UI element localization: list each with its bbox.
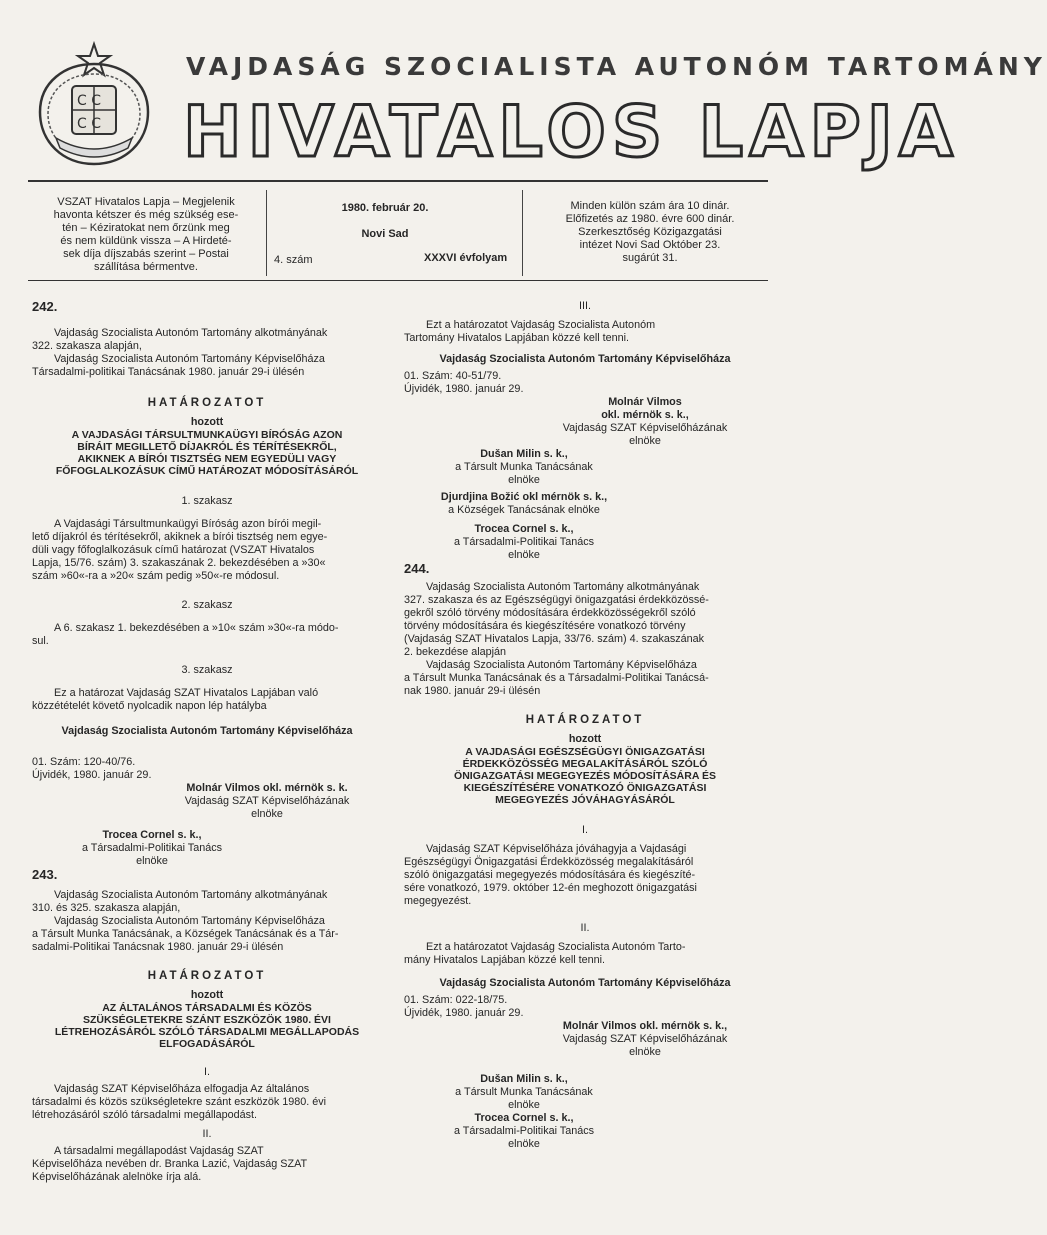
header-divider-left xyxy=(266,190,267,276)
issuing-authority: Vajdaság Szocialista Autonóm Tartomány Képviselőháza xyxy=(439,977,731,989)
issuing-authority: Vajdaság Szocialista Autonóm Tartomány Képviselőháza xyxy=(439,353,731,365)
decision-heading: HATÁROZATOT xyxy=(525,714,645,726)
signature-block: Trocea Cornel s. k., a Társadalmi-Politikai Tanács elnöke xyxy=(453,1112,595,1150)
signature-block: Molnár Vilmos okl. mérnök s. k., Vajdaság SZAT Képviselőházának elnöke xyxy=(562,1020,728,1058)
section-heading: I. xyxy=(582,824,588,836)
decision-date: Újvidék, 1980. január 29. xyxy=(404,1007,524,1019)
section-heading: III. xyxy=(579,300,591,312)
svg-text:C C: C C xyxy=(77,116,102,132)
decision-number-242: 242. xyxy=(32,299,58,314)
decision-title-242: A VAJDASÁGI TÁRSULTMUNKAÜGYI BÍRÓSÁG AZON BÍRÁIT MEGILLETŐ DÍJAKRÓL ÉS TÉRÍTÉSEKRŐL, AKIKNEK A BÍRÓI TISZTSÉG NEM EGYEDÜLI VAGY FŐFOGLALKOZÁSUK CÍMŰ HATÁROZAT MÓDOSÍTÁSÁRÓL xyxy=(55,429,359,477)
reference-number: 01. Szám: 120-40/76. xyxy=(32,756,136,768)
section-heading: 1. szakasz xyxy=(181,495,233,507)
header-notice: VSZAT Hivatalos Lapja – Megjelenik havonta kétszer és még szükség ese- tén – Kéziratokat nem őrzünk meg és nem küldünk vissza – A Hirdeté- sek díja díjszabás szerint – Postai szállítása bérmentve. xyxy=(53,196,239,273)
signature-block: Djurdjina Božić okl mérnök s. k., a Községek Tanácsának elnöke xyxy=(440,491,608,516)
section-heading: II. xyxy=(202,1128,212,1140)
reference-number: 01. Szám: 022-18/75. xyxy=(404,994,508,1006)
header-divider-right xyxy=(522,190,523,276)
signature-block: Trocea Cornel s. k., a Társadalmi-Politikai Tanács elnöke xyxy=(81,829,223,867)
signature-block: Trocea Cornel s. k., a Társadalmi-Politikai Tanács elnöke xyxy=(453,523,595,561)
issuing-authority: Vajdaság Szocialista Autonóm Tartomány Képviselőháza xyxy=(61,725,353,737)
header-price-info: Minden külön szám ára 10 dinár. Előfizetés az 1980. évre 600 dinár. Szerkesztőség Közigazgatási intézet Novi Sad Október 23. sugárút 31. xyxy=(565,200,735,264)
decision-heading: HATÁROZATOT xyxy=(147,397,267,409)
coat-of-arms-emblem xyxy=(30,42,158,170)
masthead-province-line: VAJDASÁG SZOCIALISTA AUTONÓM TARTOMÁNY xyxy=(186,52,1047,81)
section-heading: 2. szakasz xyxy=(181,599,233,611)
reference-number: 01. Szám: 40-51/79. xyxy=(404,370,502,382)
decision-heading: HATÁROZATOT xyxy=(147,970,267,982)
signature-block: Molnár Vilmos okl. mérnök s. k. Vajdaság SZAT Képviselőházának elnöke xyxy=(184,782,350,820)
signature-block: Dušan Milin s. k., a Társult Munka Tanácsának elnöke xyxy=(455,1073,593,1111)
decision-number-244: 244. xyxy=(404,561,430,576)
section-heading: I. xyxy=(204,1066,210,1078)
issue-year: XXXVI évfolyam xyxy=(424,252,508,264)
signature-block: Molnár Vilmos okl. mérnök s. k., Vajdaság SZAT Képviselőházának elnöke xyxy=(562,396,728,447)
decision-date: Újvidék, 1980. január 29. xyxy=(32,769,152,781)
section-heading: 3. szakasz xyxy=(181,664,233,676)
column-right: III. Ezt a határozatot Vajdaság Szocialista Autonóm Tartomány Hivatalos Lapjában közzé kell tenni. Vajdaság Szocialista Autonóm Tartomány Képviselőháza 01. Szám: 40-51/79. Újvidék, 1980. január 29. Molnár Vilmos okl. mérnök s. k., Vajdaság SZAT Képviselőházának elnöke Dušan Milin s. k., a Társult Munka Tanácsának elnöke Djurdjina Božić okl mérnök s. k., a Községek Tanácsának elnöke Trocea Cornel s. k., a Társadalmi-Politikai Tanács elnöke 244. Vajdaság Szocialista Autonóm Tartomány alkotmányának 327. szakasza és az Egészségügyi önigazgatási érdekközössé- gekről szóló törvény módosítására érdekközösségekről szóló törvény módosítására és kiegészítésére vonatkozó törvény (Vajdaság SZAT Hivatalos Lapja, 33/76. szám) 4. szakaszának 2. bekezdése alapján Vajdaság Szocialista Autonóm Tartomány Képviselőháza a Társult Munka Tanácsának és a Társadalmi-Politikai Tanácsá- nak 1980. január 29-i ülésén HATÁROZATOT hozott A VAJDASÁGI EGÉSZSÉGÜGYI ÖNIGAZGATÁSI ÉRDEKKÖZÖSSÉG MEGALAKÍTÁSÁRÓL SZÓLÓ ÖNIGAZGATÁSI MEGEGYEZÉS MÓDOSÍTÁSÁRA ÉS KIEGÉSZÍTÉSÉRE VONATKOZÓ ÖNIGAZGATÁSI MEGEGYEZÉS JÓVÁHAGYÁSÁRÓL I. Vajdaság SZAT Képviselőháza jóváhagyja a Vajdasági Egészségügyi Önigazgatási Érdekközösség megalakításáról szóló önigazgatási megegyezés módosítására és kiegészíté- sére vonatkozó, 1979. október 12-én meghozott önigazgatási megegyezést. II. Ezt a határozatot Vajdaság Szocialista Autonóm Tarto- mány Hivatalos Lapjában közzé kell tenni. Vajdaság Szocialista Autonóm Tartomány Képviselőháza 01. Szám: 022-18/75. Újvidék, 1980. január 29. Molnár Vilmos okl. mérnök s. k., Vajdaság SZAT Képviselőházának elnöke Dušan Milin s. k., a Társult Munka Tanácsának elnöke Trocea Cornel s. k., a Társadalmi-Politikai Tanács elnöke xyxy=(404,300,766,1151)
header-rule-bottom xyxy=(28,280,768,281)
issue-date: 1980. február 20. xyxy=(341,202,429,214)
signature-block: Dušan Milin s. k., a Társult Munka Tanácsának elnöke xyxy=(455,448,593,486)
section-heading: II. xyxy=(580,922,590,934)
decision-date: Újvidék, 1980. január 29. xyxy=(404,383,524,395)
decision-title-244: A VAJDASÁGI EGÉSZSÉGÜGYI ÖNIGAZGATÁSI ÉRDEKKÖZÖSSÉG MEGALAKÍTÁSÁRÓL SZÓLÓ ÖNIGAZGATÁSI MEGEGYEZÉS MÓDOSÍTÁSÁRA ÉS KIEGÉSZÍTÉSÉRE VONATKOZÓ ÖNIGAZGATÁSI MEGEGYEZÉS JÓVÁHAGYÁSÁRÓL xyxy=(454,746,716,806)
masthead-title: HIVATALOS LAPJA xyxy=(183,91,959,173)
svg-text:C C: C C xyxy=(77,93,102,109)
issue-place: Novi Sad xyxy=(361,228,409,240)
issue-number: 4. szám xyxy=(274,254,313,266)
decision-title-243: AZ ÁLTALÁNOS TÁRSADALMI ÉS KÖZÖS SZÜKSÉGLETEKRE SZÁNT ESZKÖZÖK 1980. ÉVI LÉTREHOZÁSÁRÓL SZÓLÓ TÁRSADALMI MEGÁLLAPODÁS ELFOGADÁSÁRÓL xyxy=(54,1002,360,1050)
column-left: 242. Vajdaság Szocialista Autonóm Tartomány alkotmányának 322. szakasza alapján, Vajdaság Szocialista Autonóm Tartomány Képviselőháza Társadalmi-politikai Tanácsának 1980. január 29-i ülésén HATÁROZATOT hozott A VAJDASÁGI TÁRSULTMUNKAÜGYI BÍRÓSÁG AZON BÍRÁIT MEGILLETŐ DÍJAKRÓL ÉS TÉRÍTÉSEKRŐL, AKIKNEK A BÍRÓI TISZTSÉG NEM EGYEDÜLI VAGY FŐFOGLALKOZÁSUK CÍMŰ HATÁROZAT MÓDOSÍTÁSÁRÓL 1. szakasz A Vajdasági Társultmunkaügyi Bíróság azon bírói megil- lető díjakról és térítésekről, akiknek a bírói tisztség nem egye- düli vagy főfoglalkozásuk című határozat (VSZAT Hivatalos Lapja, 15/76. szám) 3. szakaszának 2. bekezdésében a »30« szám »60«-ra a »20« szám pedig »50«-re módosul. 2. szakasz A 6. szakasz 1. bekezdésében a »10« szám »30«-ra módo- sul. 3. szakasz Ez a határozat Vajdaság SZAT Hivatalos Lapjában való közzétételét követő nyolcadik napon lép hatályba Vajdaság Szocialista Autonóm Tartomány Képviselőháza 01. Szám: 120-40/76. Újvidék, 1980. január 29. Molnár Vilmos okl. mérnök s. k. Vajdaság SZAT Képviselőházának elnöke Trocea Cornel s. k., a Társadalmi-Politikai Tanács elnöke 243. Vajdaság Szocialista Autonóm Tartomány alkotmányának 310. és 325. szakasza alapján, Vajdaság Szocialista Autonóm Tartomány Képviselőháza a Társult Munka Tanácsának, a Községek Tanácsának és a Tár- sadalmi-Politikai Tanácsnak 1980. január 29-i ülésén HATÁROZATOT hozott AZ ÁLTALÁNOS TÁRSADALMI ÉS KÖZÖS SZÜKSÉGLETEKRE SZÁNT ESZKÖZÖK 1980. ÉVI LÉTREHOZÁSÁRÓL SZÓLÓ TÁRSADALMI MEGÁLLAPODÁS ELFOGADÁSÁRÓL I. Vajdaság SZAT Képviselőháza elfogadja Az általános társadalmi és közös szükségletekre szánt eszközök 1980. évi létrehozásáról szóló társadalmi megállapodást. II. A társadalmi megállapodást Vajdaság SZAT Képviselőháza nevében dr. Branka Lazić, Vajdaság SZAT Képviselőházának alelnöke írja alá. xyxy=(32,300,382,1184)
header-rule-top xyxy=(28,180,768,182)
decision-number-243: 243. xyxy=(32,867,58,882)
